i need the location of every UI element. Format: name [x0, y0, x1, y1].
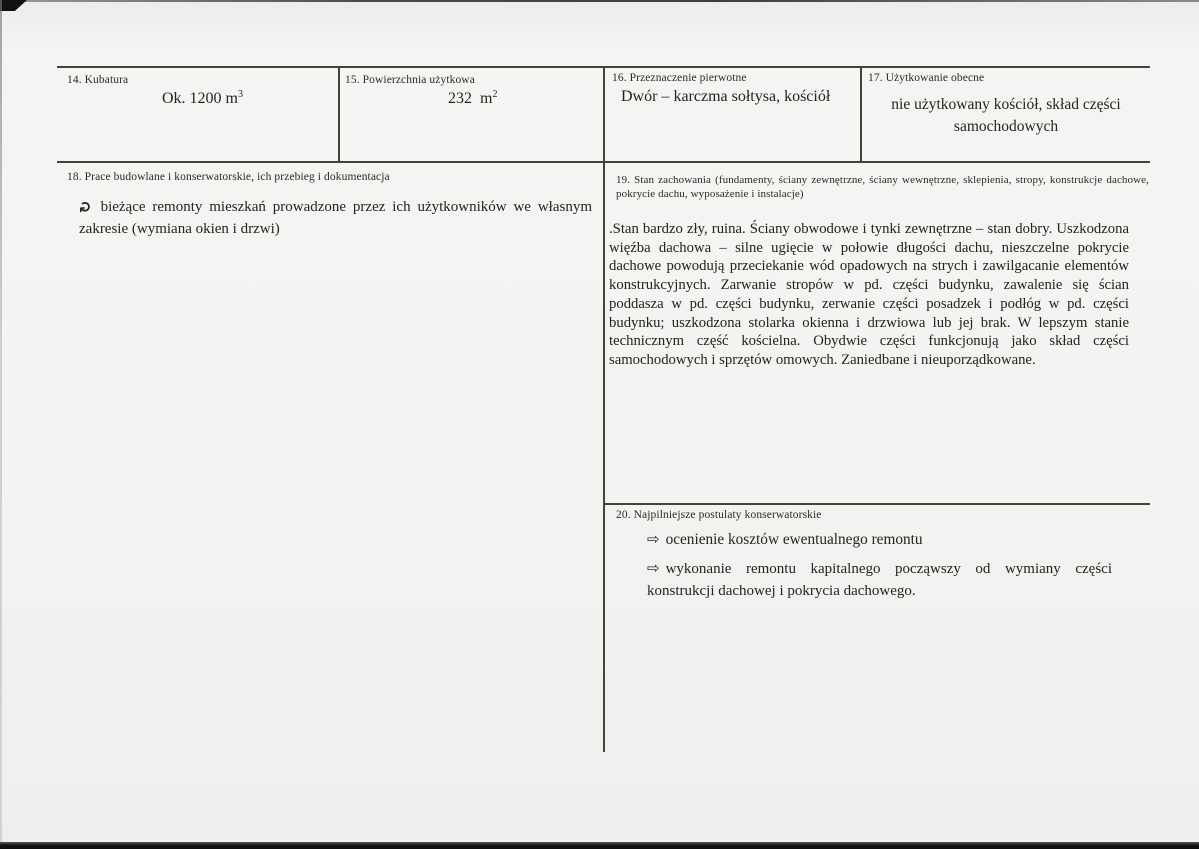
right-arrow-icon: ⇨	[647, 559, 660, 577]
curved-arrow-bullet-icon: ↻	[76, 200, 95, 214]
field-15-label: 15. Powierzchnia użytkowa	[345, 74, 475, 86]
field-14-label: 14. Kubatura	[67, 74, 129, 86]
field-15-value	[448, 89, 497, 108]
field-15-value-exponent: 2	[492, 89, 498, 100]
field-16-value: Dwór – karczma sołtysa, kościół	[621, 88, 831, 105]
field-19-text: .Stan bardzo zły, ruina. Ściany obwodowe i tynki zewnętrzne – stan dobry. Uszkodzona więźba dachowa – silne ugięcie w połowie długości dachu, nieszczelne pokrycie dachowe powodują przeciekanie wód opadowych na strych i zawilgacanie elementów konstrukcyjnych. Zarwanie stropów w pd. części budynku, zawalenie się ścian poddasza w pd. części budynku, zerwanie części posadzek i podłóg w pd. części budynku; uszkodzona stolarka okienna i drzwiowa lub jej brak. W lepszym stanie technicznym część kościelna. Obydwie części funkcjonują jako skład części samochodowych i sprzętów omowych. Zaniedbane i nieuporządkowane.	[609, 221, 1129, 368]
table-divider-field14-field15	[338, 67, 340, 162]
scan-corner-artifact	[0, 0, 27, 11]
field-20-item-2-text: wykonanie remontu kapitalnego począwszy od wymiany części konstrukcji dachowej i pokrycia dachowego.	[647, 561, 1112, 599]
field-17-value: nie użytkowany kościół, skład części samochodowych	[891, 96, 1121, 135]
field-14-value-exponent: 3	[238, 89, 243, 100]
field-20-item-1-text: ocenienie kosztów ewentualnego remontu	[665, 531, 923, 548]
field-16-label: 16. Przeznaczenie pierwotne	[612, 72, 747, 84]
field-20-item-2	[647, 557, 1112, 602]
table-divider-field16-field17	[860, 67, 862, 162]
field-14-value	[162, 89, 243, 108]
field-20-item-1	[647, 530, 923, 549]
scan-left-edge-artifact	[0, 0, 2, 849]
table-divider-field19-field20	[603, 503, 1150, 505]
field-14-value-text: Ok. 1200 m	[162, 90, 238, 107]
field-20-label: 20. Najpilniejsze postulaty konserwatorskie	[616, 509, 822, 521]
table-divider-center-vertical	[603, 67, 605, 752]
field-18-text-content: bieżące remonty mieszkań prowadzone przez ich użytkowników we własnym zakresie (wymiana okien i drzwi)	[79, 199, 592, 237]
scan-bottom-edge-artifact	[0, 842, 1199, 849]
field-18-text	[76, 195, 592, 240]
right-arrow-icon: ⇨	[647, 530, 660, 548]
scan-top-edge-artifact	[0, 0, 1199, 2]
field-17-label: 17. Użytkowanie obecne	[868, 72, 985, 84]
field-18-label: 18. Prace budowlane i konserwatorskie, ich przebieg i dokumentacja	[67, 171, 390, 183]
field-15-value-text: 232 m	[448, 90, 493, 107]
field-19-label: 19. Stan zachowania (fundamenty, ściany zewnętrzne, ściany wewnętrzne, sklepienia, stropy, konstrukcje dachowe, pokrycie dachu, wyposażenie i instalacje)	[616, 174, 1149, 200]
